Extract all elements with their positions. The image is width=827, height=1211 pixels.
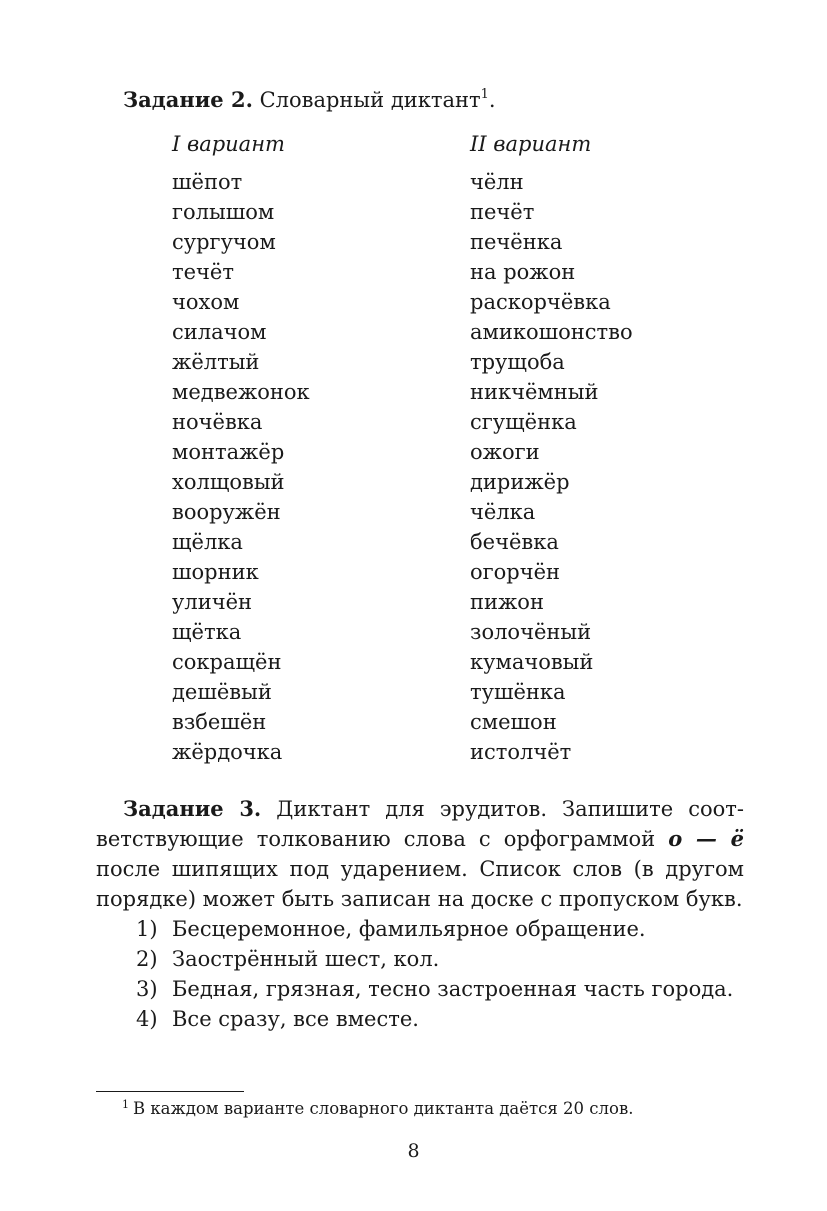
- word-item: огорчён: [470, 560, 561, 584]
- variant-1-word-list: [172, 167, 310, 767]
- word-item: шёпот: [172, 170, 243, 194]
- word-item: кумачовый: [470, 650, 594, 674]
- footnote-text: В каждом варианте словарного диктанта даётся 20 слов.: [133, 1099, 634, 1118]
- word-item: истолчёт: [470, 740, 572, 764]
- word-item: щётка: [172, 620, 242, 644]
- word-item: амикошонство: [470, 320, 633, 344]
- definition-list: [96, 914, 744, 1034]
- item-text: Бедная, грязная, тесно застроенная часть города.: [172, 977, 734, 1001]
- word-item: чёлн: [470, 170, 524, 194]
- word-item: чохом: [172, 290, 240, 314]
- task-3-block: [96, 794, 744, 1034]
- variant-2-word-list: [470, 167, 633, 767]
- word-item: сокращён: [172, 650, 282, 674]
- word-item: дирижёр: [470, 470, 570, 494]
- footnote-mark: 1: [122, 1098, 129, 1111]
- item-number: 1): [136, 917, 158, 941]
- word-item: голышом: [172, 200, 275, 224]
- word-item: никчёмный: [470, 380, 599, 404]
- word-item: чёлка: [470, 500, 536, 524]
- footnote-divider: [96, 1091, 244, 1092]
- item-number: 3): [136, 977, 158, 1001]
- variant-2-column: [470, 129, 633, 767]
- task-2-label: Задание 2.: [123, 87, 253, 112]
- word-item: сургучом: [172, 230, 276, 254]
- word-item: холщовый: [172, 470, 285, 494]
- word-item: медвежонок: [172, 380, 310, 404]
- word-item: печёнка: [470, 230, 563, 254]
- variant-2-title: II вариант: [470, 132, 592, 156]
- word-item: бечёвка: [470, 530, 559, 554]
- item-number: 4): [136, 1007, 158, 1031]
- word-item: взбешён: [172, 710, 267, 734]
- task-3-label: Задание 3.: [123, 796, 262, 821]
- word-item: течёт: [172, 260, 234, 284]
- word-item: золочёный: [470, 620, 592, 644]
- word-item: печёт: [470, 200, 535, 224]
- page-number: 8: [407, 1140, 420, 1162]
- word-item: силачом: [172, 320, 267, 344]
- word-item: жёрдочка: [172, 740, 283, 764]
- task-3-text-before: Диктант для эрудитов. Запишите соответствующие толкованию слова с орфограммой: [96, 797, 744, 851]
- item-number: 2): [136, 947, 158, 971]
- item-text: Заострённый шест, кол.: [172, 947, 440, 971]
- word-item: уличён: [172, 590, 253, 614]
- item-text: Бесцеремонное, фамильярное обращение.: [172, 917, 646, 941]
- word-item: дешёвый: [172, 680, 272, 704]
- footnote: [122, 1097, 634, 1121]
- spelling-rule: о — ё: [668, 826, 744, 851]
- word-item: смешон: [470, 710, 557, 734]
- task-2-heading: [123, 84, 496, 116]
- footnote-reference: 1: [480, 87, 489, 102]
- task-3-paragraph: [96, 794, 744, 914]
- word-item: шорник: [172, 560, 259, 584]
- definition-item: [96, 944, 744, 974]
- word-item: трущоба: [470, 350, 565, 374]
- word-item: ночёвка: [172, 410, 263, 434]
- definition-item: [96, 1004, 744, 1034]
- word-item: тушёнка: [470, 680, 566, 704]
- word-item: на рожон: [470, 260, 576, 284]
- word-item: жёлтый: [172, 350, 260, 374]
- variant-1-title: I вариант: [172, 132, 285, 156]
- variant-1-column: [172, 129, 310, 767]
- word-item: монтажёр: [172, 440, 285, 464]
- definition-item: [96, 914, 744, 944]
- task-2-period: .: [488, 88, 496, 112]
- word-item: ожоги: [470, 440, 540, 464]
- word-item: вооружён: [172, 500, 281, 524]
- task-3-text-after: после шипящих под ударением. Список слов (в другом порядке) может быть записан на доске с пропуском букв.: [96, 857, 744, 911]
- word-item: раскорчёвка: [470, 290, 611, 314]
- definition-item: [96, 974, 744, 1004]
- task-2-title: Словарный диктант: [259, 88, 481, 112]
- word-item: сгущёнка: [470, 410, 577, 434]
- word-item: пижон: [470, 590, 544, 614]
- item-text: Все сразу, все вместе.: [172, 1007, 419, 1031]
- word-item: щёлка: [172, 530, 243, 554]
